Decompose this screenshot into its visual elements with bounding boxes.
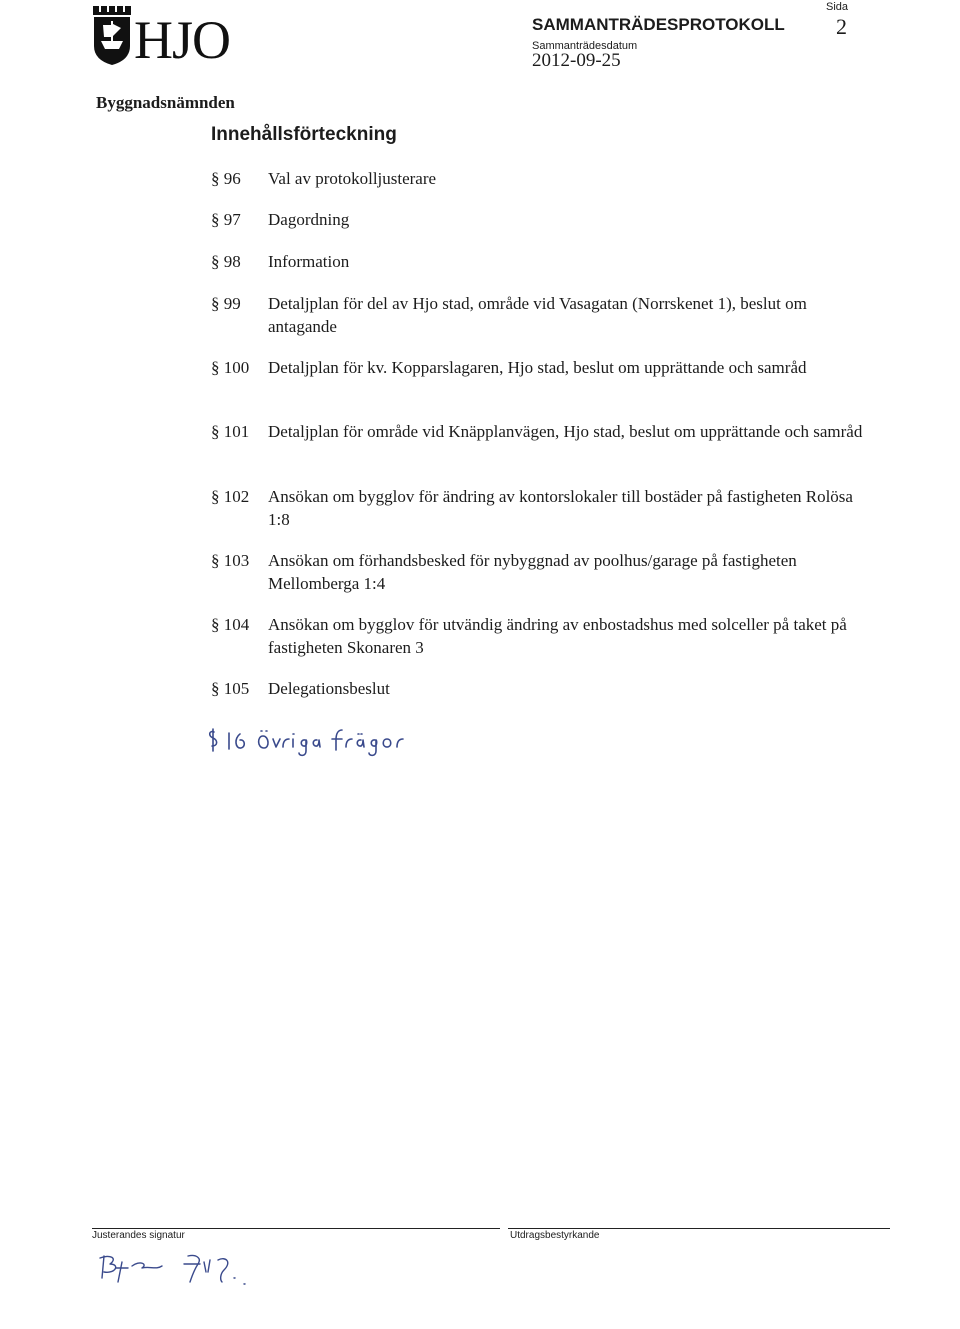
page-number: 2 — [836, 14, 847, 39]
toc-item-number: § 103 — [211, 551, 250, 570]
toc-item-number: § 105 — [211, 679, 250, 698]
toc-item-number: § 102 — [211, 487, 250, 506]
meeting-date-label: Sammanträdesdatum — [532, 40, 638, 52]
toc-item-text: Detaljplan för kv. Kopparslagaren, Hjo stad, beslut om upprättande och samråd — [268, 358, 807, 377]
committee-name: Byggnadsnämnden — [96, 93, 235, 112]
toc-item-text: Detaljplan för del av Hjo stad, område vid Vasagatan (Norrskenet 1), beslut om antagande — [268, 294, 807, 336]
meeting-date: 2012-09-25 — [532, 50, 621, 71]
handwritten-signature — [92, 1242, 282, 1302]
toc-item-number: § 97 — [211, 210, 241, 229]
toc-item-text: Delegationsbeslut — [268, 679, 390, 698]
signature-label: Justerandes signatur — [92, 1230, 185, 1241]
toc-item-number: § 101 — [211, 422, 250, 441]
toc-item-number: § 99 — [211, 294, 241, 313]
certifier-label: Utdragsbestyrkande — [510, 1230, 600, 1241]
toc-item-text: Dagordning — [268, 210, 350, 229]
toc-item-text: Ansökan om förhandsbesked för nybyggnad av poolhus/garage på fastigheten Mellomberga 1:4 — [268, 551, 797, 593]
toc-title: Innehållsförteckning — [211, 124, 397, 145]
toc-item-text: Detaljplan för område vid Knäpplanvägen, Hjo stad, beslut om upprättande och samråd — [268, 422, 863, 441]
signature-line — [92, 1228, 500, 1229]
toc-item-number: § 96 — [211, 169, 241, 188]
toc-item-number: § 98 — [211, 252, 241, 271]
hjo-logo — [92, 4, 230, 70]
certifier-line — [508, 1228, 890, 1229]
logo-wordmark: HJO — [134, 10, 231, 70]
handwritten-toc-item — [205, 720, 435, 768]
document-type: SAMMANTRÄDESPROTOKOLL — [532, 15, 785, 34]
toc-item-text: Information — [268, 252, 350, 271]
toc-item-number: § 104 — [211, 615, 250, 634]
page-label: Sida — [826, 1, 849, 13]
toc-item-text: Val av protokolljusterare — [268, 169, 437, 188]
toc-item-text: Ansökan om bygglov för utvändig ändring av enbostadshus med solceller på taket på fastigheten Skonaren 3 — [268, 615, 847, 657]
toc-item-number: § 100 — [211, 358, 250, 377]
toc-item-text: Ansökan om bygglov för ändring av kontorslokaler till bostäder på fastigheten Rolösa 1:8 — [268, 487, 853, 529]
coat-of-arms-icon — [92, 4, 132, 66]
